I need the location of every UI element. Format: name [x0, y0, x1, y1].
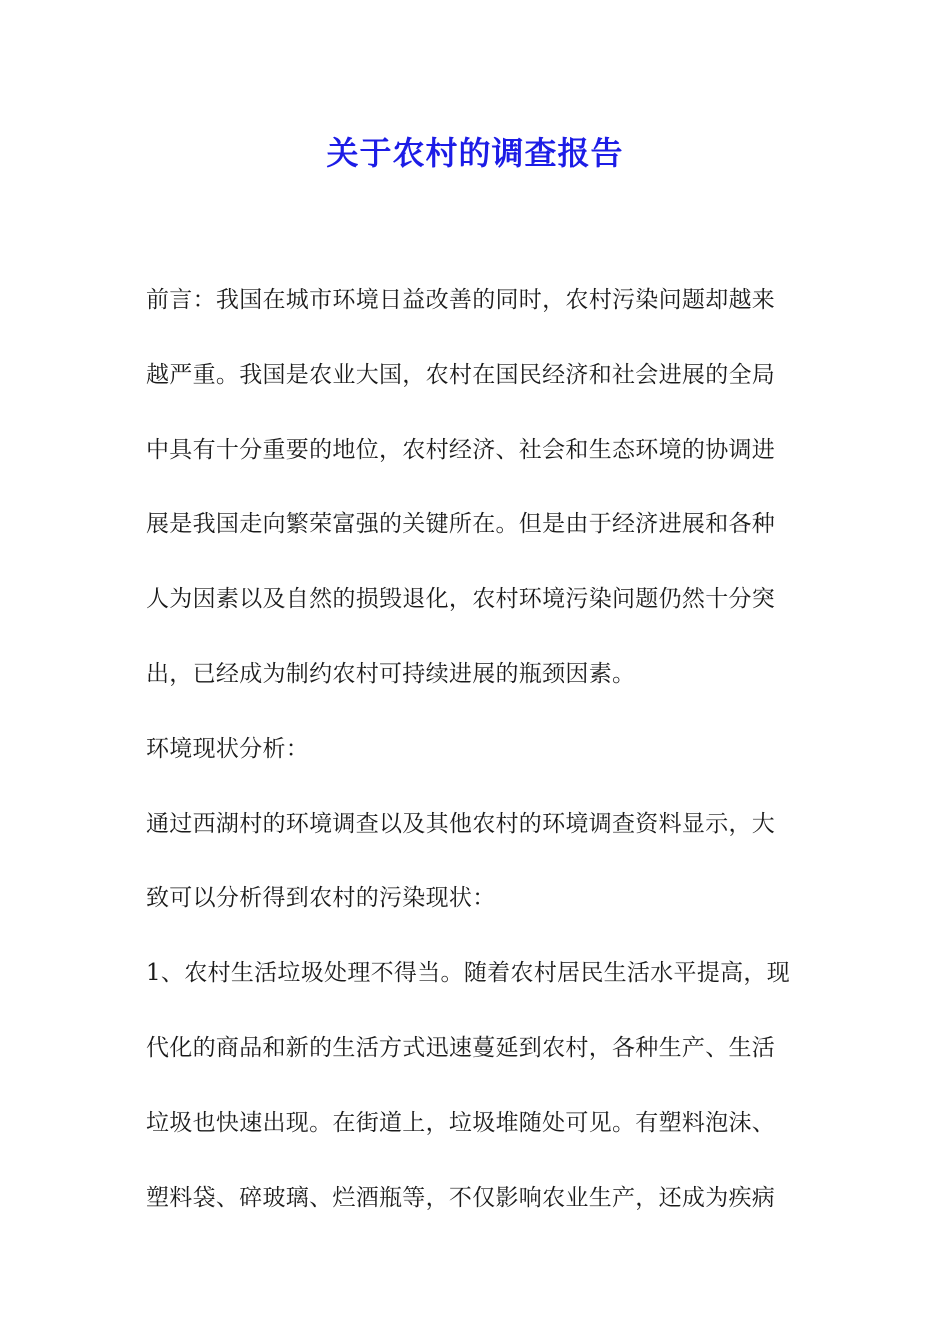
- text-line: 垃圾也快速出现。在街道上，垃圾堆随处可见。有塑料泡沫、: [146, 1109, 776, 1136]
- text-line: 前言：我国在城市环境日益改善的同时，农村污染问题却越来: [146, 287, 776, 313]
- text-line: 塑料袋、碎玻璃、烂酒瓶等，不仅影响农业生产，还成为疾病: [146, 1184, 776, 1211]
- text-line: 人为因素以及自然的损毁退化，农村环境污染问题仍然十分突: [146, 586, 776, 613]
- list-item-line: 1、农村生活垃圾处理不得当。随着农村居民生活水平提高，现: [146, 960, 791, 987]
- text-line: 通过西湖村的环境调查以及其他农村的环境调查资料显示，大: [146, 810, 776, 837]
- text-line: 中具有十分重要的地位，农村经济、社会和生态环境的协调进: [146, 436, 776, 463]
- text-line: 越严重。我国是农业大国，农村在国民经济和社会进展的全局: [146, 361, 776, 388]
- text-line: 出，已经成为制约农村可持续进展的瓶颈因素。: [146, 660, 636, 687]
- document-body: [146, 263, 811, 1235]
- text-line: 代化的商品和新的生活方式迅速蔓延到农村，各种生产、生活: [146, 1034, 776, 1061]
- section-heading: 环境现状分析：: [146, 735, 310, 762]
- text-line: 致可以分析得到农村的污染现状：: [146, 885, 496, 912]
- document-title: 关于农村的调查报告: [326, 134, 624, 172]
- text-line: 展是我国走向繁荣富强的关键所在。但是由于经济进展和各种: [146, 511, 776, 538]
